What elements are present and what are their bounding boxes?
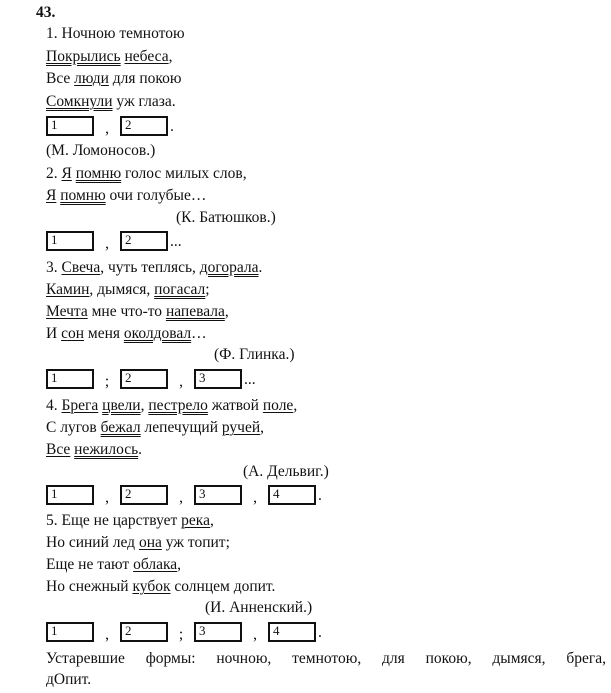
clause-box bbox=[120, 231, 168, 251]
line-text: уж топит; bbox=[161, 534, 230, 551]
scheme-end-mark: ... bbox=[244, 371, 256, 388]
clause-number: 1 bbox=[51, 232, 58, 247]
line-text: Еще не тают bbox=[46, 556, 134, 573]
predicate-word: помню bbox=[75, 165, 122, 182]
clause-box bbox=[120, 485, 168, 505]
line-text: жатвой bbox=[207, 397, 263, 414]
subject-word: ручей bbox=[221, 419, 261, 436]
clause-box bbox=[268, 622, 316, 642]
scheme-separator: , bbox=[105, 489, 109, 506]
scheme-end-mark: . bbox=[318, 624, 322, 641]
subject-word: Мечта bbox=[46, 303, 88, 320]
poem-line bbox=[46, 164, 247, 184]
clause-box bbox=[194, 622, 242, 642]
subject-word: облака bbox=[133, 556, 178, 573]
predicate-word: цвели bbox=[102, 397, 141, 414]
subject-word: сон bbox=[61, 325, 85, 342]
attribution-batyushkov: (К. Батюшков.) bbox=[176, 209, 276, 226]
attribution-annensky: (И. Анненский.) bbox=[205, 599, 313, 616]
line-text: уж глаза. bbox=[112, 93, 176, 110]
line-text: Все bbox=[46, 70, 75, 87]
subject-word: река bbox=[181, 512, 210, 529]
line-text: , чуть теплясь, bbox=[100, 259, 200, 276]
line-text: 5. Еще не царствует bbox=[46, 512, 182, 529]
punctuation-scheme bbox=[46, 230, 182, 252]
clause-box bbox=[46, 116, 94, 136]
predicate-word: напевала bbox=[165, 303, 225, 320]
poem-line bbox=[46, 92, 176, 112]
subject-word: Свеча bbox=[61, 259, 101, 276]
line-text: ; bbox=[205, 281, 210, 298]
scheme-end-mark: . bbox=[170, 118, 174, 135]
punctuation-scheme bbox=[46, 115, 174, 137]
scheme-separator: ; bbox=[178, 626, 184, 643]
line-text: , bbox=[168, 48, 173, 65]
subject-word: Камин bbox=[46, 281, 90, 298]
predicate-word: догорала bbox=[199, 259, 259, 276]
scheme-separator: , bbox=[105, 120, 109, 137]
clause-box bbox=[268, 485, 316, 505]
line-text: Но синий лед bbox=[46, 534, 139, 551]
scheme-end-mark: . bbox=[318, 487, 322, 504]
subject-word: Брега bbox=[61, 397, 99, 414]
line-text: С лугов bbox=[46, 419, 101, 436]
poem-line bbox=[46, 577, 275, 597]
punctuation-scheme bbox=[46, 621, 322, 643]
poem-line bbox=[46, 280, 210, 300]
line-text: . bbox=[138, 441, 143, 458]
clause-number: 2 bbox=[125, 232, 132, 247]
line-text: И bbox=[46, 325, 62, 342]
poem-line bbox=[46, 258, 262, 278]
line-text: … bbox=[191, 325, 207, 342]
clause-number: 3 bbox=[199, 370, 206, 385]
subject-word: кубок bbox=[132, 578, 171, 595]
subject-word: она bbox=[138, 534, 162, 551]
line-text: очи голубые… bbox=[105, 187, 207, 204]
clause-box bbox=[46, 622, 94, 642]
exercise-number: 43. bbox=[36, 4, 56, 21]
line-text: 1. Ночною темнотою bbox=[46, 25, 185, 42]
line-text: 4. bbox=[46, 397, 62, 414]
subject-word: люди bbox=[74, 70, 109, 87]
clause-box bbox=[120, 622, 168, 642]
line-text: , дымяся, bbox=[89, 281, 155, 298]
line-text: , bbox=[140, 397, 149, 414]
poem-line bbox=[46, 69, 182, 89]
clause-number: 1 bbox=[51, 486, 58, 501]
clause-number: 3 bbox=[199, 486, 206, 501]
poem-line bbox=[46, 533, 230, 553]
line-text: , bbox=[260, 419, 265, 436]
poem-line bbox=[46, 324, 207, 344]
scheme-end-mark: ... bbox=[170, 233, 182, 250]
clause-box bbox=[46, 369, 94, 389]
line-text: 3. bbox=[46, 259, 62, 276]
scheme-separator: , bbox=[179, 489, 183, 506]
line-text: 2. bbox=[46, 165, 62, 182]
clause-number: 3 bbox=[199, 623, 206, 638]
line-text: , bbox=[177, 556, 181, 573]
attribution-delvig: (А. Дельвиг.) bbox=[243, 463, 329, 480]
predicate-word: околдовал bbox=[123, 325, 192, 342]
predicate-word: Покрылись bbox=[46, 48, 121, 65]
punctuation-scheme bbox=[46, 368, 256, 390]
poem-line bbox=[46, 418, 264, 438]
scheme-separator: , bbox=[105, 235, 109, 252]
subject-word: Я bbox=[61, 165, 72, 182]
subject-word: Я bbox=[46, 187, 57, 204]
predicate-word: Сомкнули bbox=[46, 93, 113, 110]
scheme-separator: , bbox=[253, 489, 257, 506]
line-text: , bbox=[224, 303, 229, 320]
clause-box bbox=[120, 369, 168, 389]
poem-line bbox=[46, 302, 229, 322]
predicate-word: пестрело bbox=[148, 397, 208, 414]
clause-box bbox=[46, 485, 94, 505]
clause-number: 2 bbox=[125, 623, 132, 638]
subject-word: поле bbox=[262, 397, 294, 414]
line-text: , bbox=[293, 397, 298, 414]
clause-box bbox=[194, 485, 242, 505]
poem-line bbox=[46, 141, 155, 161]
scheme-separator: , bbox=[179, 373, 183, 390]
clause-number: 1 bbox=[51, 117, 58, 132]
predicate-word: бежал bbox=[100, 419, 141, 436]
attribution-glinka: (Ф. Глинка.) bbox=[214, 346, 295, 363]
archaic-forms-note: Устаревшие формы: ночною, темнотою, для покою, дымяся, брега, bbox=[46, 650, 606, 667]
predicate-word: помню bbox=[60, 187, 106, 204]
line-text: Но снежный bbox=[46, 578, 133, 595]
punctuation-scheme bbox=[46, 484, 322, 506]
archaic-forms-note-end: дОпит. bbox=[46, 671, 92, 688]
clause-number: 1 bbox=[51, 370, 58, 385]
line-text: лепечущий bbox=[140, 419, 222, 436]
line-text: . bbox=[258, 259, 263, 276]
poem-line bbox=[46, 555, 181, 575]
poem-line bbox=[46, 396, 297, 416]
subject-word: Все bbox=[46, 441, 71, 458]
clause-number: 2 bbox=[125, 370, 132, 385]
clause-number: 4 bbox=[273, 486, 280, 501]
clause-number: 1 bbox=[51, 623, 58, 638]
scheme-separator: , bbox=[253, 626, 257, 643]
line-text: голос милых слов, bbox=[121, 165, 247, 182]
clause-number: 2 bbox=[125, 486, 132, 501]
line-text: солнцем допит. bbox=[170, 578, 276, 595]
line-text: , bbox=[209, 512, 214, 529]
poem-line bbox=[46, 47, 172, 67]
poem-line bbox=[46, 24, 185, 44]
clause-box bbox=[194, 369, 242, 389]
line-text: мне что-то bbox=[87, 303, 166, 320]
poem-line bbox=[46, 511, 214, 531]
subject-word: небеса bbox=[124, 48, 169, 65]
line-text: (М. Ломоносов.) bbox=[46, 142, 156, 159]
scheme-separator: , bbox=[105, 626, 109, 643]
scheme-separator: ; bbox=[104, 373, 110, 390]
poem-line bbox=[46, 440, 142, 460]
predicate-word: погасал bbox=[154, 281, 206, 298]
clause-number: 2 bbox=[125, 117, 132, 132]
line-text: меня bbox=[84, 325, 124, 342]
line-text: для покою bbox=[108, 70, 182, 87]
clause-box bbox=[120, 116, 168, 136]
predicate-word: нежилось bbox=[74, 441, 139, 458]
poem-line bbox=[46, 186, 206, 206]
clause-number: 4 bbox=[273, 623, 280, 638]
clause-box bbox=[46, 231, 94, 251]
